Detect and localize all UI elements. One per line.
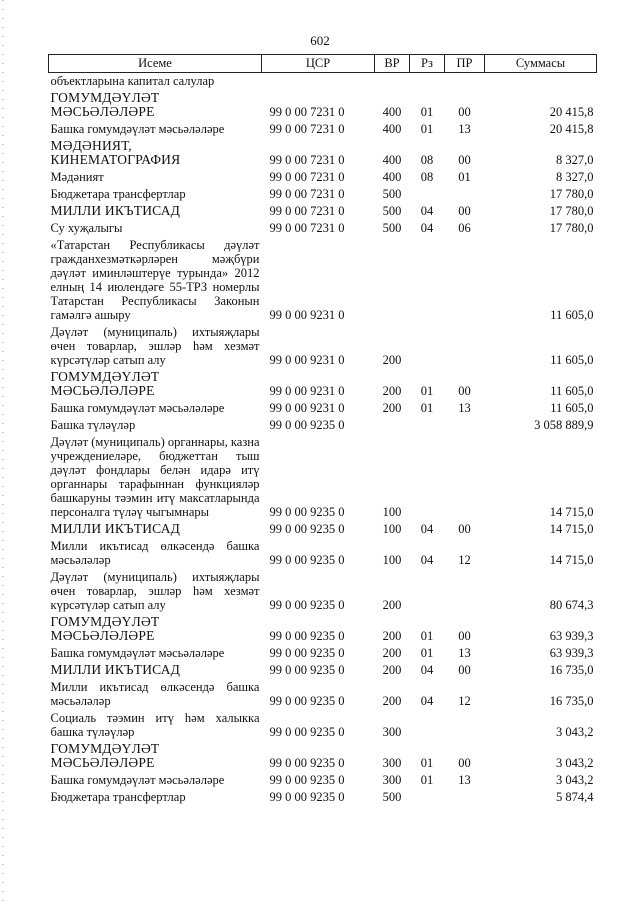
cell-name: Социаль тәэмин итү һәм халыкка башка түләүләр [50, 711, 260, 739]
cell-csr: 99 0 00 9235 0 [269, 694, 345, 708]
cell-pr: 00 [458, 663, 471, 677]
cell-name: Су хуҗалыгы [50, 221, 123, 235]
cell-pr: 06 [458, 221, 471, 235]
table-row [49, 203, 597, 220]
cell-rz: 01 [420, 646, 434, 660]
cell-rz: 08 [420, 153, 434, 167]
cell-name: Башка гомумдәүләт мәсьәләләре [50, 646, 225, 660]
cell-vr: 200 [382, 598, 402, 612]
cell-pr: 13 [458, 646, 471, 660]
cell-sum: 20 415,8 [549, 122, 594, 136]
cell-sum: 8 327,0 [556, 170, 594, 184]
cell-csr: 99 0 00 9235 0 [269, 553, 345, 567]
cell-rz: 01 [420, 773, 434, 787]
cell-pr [445, 569, 485, 614]
cell-name: Башка түләүләр [50, 418, 136, 432]
cell-sum: 8 327,0 [556, 153, 594, 167]
cell-name: МИЛЛИ ИКЪТИСАД [50, 203, 181, 218]
table-row [49, 237, 597, 324]
cell-name: МИЛЛИ ИКЪТИСАД [50, 662, 181, 677]
table-row [49, 662, 597, 679]
cell-sum: 17 780,0 [549, 221, 594, 235]
cell-pr: 00 [458, 384, 471, 398]
cell-rz: 01 [420, 401, 434, 415]
table-row [49, 741, 597, 772]
cell-name: Бюджетара трансфертлар [50, 790, 186, 804]
cell-csr: 99 0 00 9235 0 [269, 663, 345, 677]
cell-vr: 100 [382, 505, 402, 519]
cell-rz [410, 710, 445, 741]
cell-rz [410, 417, 445, 434]
table-row [49, 614, 597, 645]
table-row [49, 538, 597, 569]
cell-sum: 5 874,4 [556, 790, 594, 804]
cell-vr: 200 [382, 353, 402, 367]
cell-name: Башка гомумдәүләт мәсьәләләре [50, 773, 225, 787]
cell-rz: 01 [420, 122, 434, 136]
cell-csr: 99 0 00 7231 0 [269, 204, 345, 218]
cell-rz [410, 186, 445, 203]
cell-vr: 200 [382, 384, 402, 398]
cell-sum: 14 715,0 [549, 505, 594, 519]
cell-vr: 300 [382, 725, 402, 739]
cell-sum: 16 735,0 [549, 663, 594, 677]
table-row [49, 90, 597, 121]
header-vr: ВР [375, 55, 410, 73]
cell-rz: 01 [420, 384, 434, 398]
cell-vr: 100 [382, 522, 402, 536]
table-row [49, 169, 597, 186]
budget-table [48, 54, 597, 806]
cell-pr: 01 [458, 170, 471, 184]
table-row [49, 417, 597, 434]
table-row [49, 220, 597, 237]
cell-sum: 3 043,2 [556, 773, 594, 787]
cell-sum: 80 674,3 [549, 598, 594, 612]
table-row [49, 121, 597, 138]
cell-pr [445, 789, 485, 806]
cell-vr [375, 73, 410, 91]
cell-name: Дәүләт (муниципаль) органнары, казна учреждениеләре, бюджеттан тыш дәүләт фондлары белән идарә итү органнары тарафыннан функцияләр башкаруны тәэмин итү максатларында персоналга түләү чыгымнары [50, 435, 260, 519]
table-header-row [49, 55, 597, 73]
cell-csr: 99 0 00 7231 0 [269, 170, 345, 184]
table-row [49, 138, 597, 169]
cell-csr: 99 0 00 9235 0 [269, 756, 345, 770]
cell-name: Дәүләт (муниципаль) ихтыяҗлары өчен товарлар, эшләр һәм хезмәт күрсәтүләр сатып алу [50, 570, 260, 612]
cell-sum: 11 605,0 [550, 308, 594, 322]
cell-sum: 3 043,2 [556, 756, 594, 770]
cell-vr: 300 [382, 756, 402, 770]
table-row [49, 710, 597, 741]
cell-name: Милли икътисад өлкәсендә башка мәсьәләләр [50, 680, 260, 708]
cell-csr: 99 0 00 9231 0 [269, 401, 345, 415]
cell-rz [410, 789, 445, 806]
cell-vr: 100 [382, 553, 402, 567]
cell-pr: 00 [458, 756, 471, 770]
cell-csr: 99 0 00 7231 0 [269, 187, 345, 201]
cell-sum: 14 715,0 [549, 522, 594, 536]
cell-vr: 200 [382, 663, 402, 677]
cell-vr: 400 [382, 105, 402, 119]
cell-csr: 99 0 00 9235 0 [269, 773, 345, 787]
cell-csr: 99 0 00 9231 0 [269, 308, 345, 322]
cell-name: Бюджетара трансфертлар [50, 187, 186, 201]
table-row [49, 186, 597, 203]
cell-rz: 01 [420, 105, 434, 119]
cell-csr: 99 0 00 9235 0 [269, 598, 345, 612]
cell-csr: 99 0 00 9235 0 [269, 418, 345, 432]
cell-sum: 14 715,0 [549, 553, 594, 567]
table-body [49, 73, 597, 807]
cell-name: Дәүләт (муниципаль) ихтыяҗлары өчен товарлар, эшләр һәм хезмәт күрсәтүләр сатып алу [50, 325, 260, 367]
cell-pr [445, 434, 485, 521]
scan-edge-dots [2, 0, 4, 905]
cell-pr [445, 710, 485, 741]
cell-rz: 04 [420, 221, 434, 235]
cell-sum: 16 735,0 [549, 694, 594, 708]
cell-rz: 04 [420, 663, 434, 677]
cell-sum: 3 043,2 [556, 725, 594, 739]
cell-sum: 3 058 889,9 [534, 418, 594, 432]
cell-csr: 99 0 00 9235 0 [269, 629, 345, 643]
cell-pr [445, 417, 485, 434]
cell-sum: 17 780,0 [549, 204, 594, 218]
cell-pr [445, 186, 485, 203]
table-row [49, 679, 597, 710]
cell-sum: 11 605,0 [550, 384, 594, 398]
cell-rz: 04 [420, 553, 434, 567]
cell-sum: 17 780,0 [549, 187, 594, 201]
cell-sum [485, 73, 597, 91]
cell-sum: 63 939,3 [549, 646, 594, 660]
cell-vr: 500 [382, 221, 402, 235]
cell-csr: 99 0 00 9235 0 [269, 646, 345, 660]
cell-name: Милли икътисад өлкәсендә башка мәсьәләләр [50, 539, 260, 567]
table-row [49, 73, 597, 91]
cell-csr: 99 0 00 7231 0 [269, 122, 345, 136]
table-row [49, 569, 597, 614]
cell-name: «Татарстан Республикасы дәүләт гражданхезмәткәрләрен мәҗбүри дәүләт иминләштерүе турында» 2012 елның 14 июлендәге 55-ТРЗ номерлы Татарстан Республикасы Законын гамәлгә ашыру [50, 238, 260, 322]
cell-rz: 01 [420, 629, 434, 643]
cell-vr: 200 [382, 694, 402, 708]
cell-vr: 200 [382, 629, 402, 643]
cell-pr: 00 [458, 522, 471, 536]
cell-name: Мәдәният [50, 170, 104, 184]
header-name: Исеме [49, 55, 262, 73]
cell-rz [410, 569, 445, 614]
cell-vr: 300 [382, 773, 402, 787]
cell-name: ГОМУМДӘҮЛӘТ МӘСЬӘЛӘЛӘРЕ [50, 90, 160, 119]
cell-name: ГОМУМДӘҮЛӘТ МӘСЬӘЛӘЛӘРЕ [50, 741, 160, 770]
table-row [49, 521, 597, 538]
cell-vr: 400 [382, 122, 402, 136]
cell-vr: 400 [382, 170, 402, 184]
cell-sum: 11 605,0 [550, 401, 594, 415]
table-row [49, 434, 597, 521]
table-row [49, 324, 597, 369]
cell-rz: 04 [420, 694, 434, 708]
cell-name: МӘДӘНИЯТ, КИНЕМАТОГРАФИЯ [50, 138, 181, 167]
header-pr: ПР [445, 55, 485, 73]
cell-vr [375, 237, 410, 324]
cell-csr: 99 0 00 9235 0 [269, 505, 345, 519]
cell-vr: 500 [382, 790, 402, 804]
cell-rz [410, 237, 445, 324]
cell-pr: 00 [458, 204, 471, 218]
cell-pr: 12 [458, 694, 471, 708]
cell-vr: 500 [382, 187, 402, 201]
cell-name: ГОМУМДӘҮЛӘТ МӘСЬӘЛӘЛӘРЕ [50, 369, 160, 398]
cell-rz: 04 [420, 522, 434, 536]
cell-rz: 04 [420, 204, 434, 218]
cell-csr: 99 0 00 9231 0 [269, 353, 345, 367]
table-row [49, 772, 597, 789]
cell-rz: 01 [420, 756, 434, 770]
cell-pr: 12 [458, 553, 471, 567]
cell-pr [445, 73, 485, 91]
cell-csr [262, 73, 375, 91]
cell-name: Башка гомумдәүләт мәсьәләләре [50, 401, 225, 415]
table-row [49, 645, 597, 662]
cell-csr: 99 0 00 9235 0 [269, 725, 345, 739]
cell-csr: 99 0 00 7231 0 [269, 153, 345, 167]
cell-vr: 200 [382, 646, 402, 660]
cell-sum: 63 939,3 [549, 629, 594, 643]
cell-vr [375, 417, 410, 434]
cell-pr: 00 [458, 629, 471, 643]
page-number: 602 [310, 33, 330, 48]
cell-csr: 99 0 00 9235 0 [269, 522, 345, 536]
cell-pr: 13 [458, 773, 471, 787]
cell-csr: 99 0 00 9235 0 [269, 790, 345, 804]
cell-csr: 99 0 00 7231 0 [269, 105, 345, 119]
cell-rz [410, 324, 445, 369]
table-row [49, 369, 597, 400]
cell-rz [410, 73, 445, 91]
header-csr: ЦСР [262, 55, 375, 73]
cell-name: ГОМУМДӘҮЛӘТ МӘСЬӘЛӘЛӘРЕ [50, 614, 160, 643]
cell-pr: 00 [458, 153, 471, 167]
cell-name: МИЛЛИ ИКЪТИСАД [50, 521, 181, 536]
cell-csr: 99 0 00 9231 0 [269, 384, 345, 398]
cell-sum: 11 605,0 [550, 353, 594, 367]
header-rz: Рз [410, 55, 445, 73]
cell-pr: 00 [458, 105, 471, 119]
header-sum: Суммасы [485, 55, 597, 73]
cell-pr [445, 324, 485, 369]
cell-rz: 08 [420, 170, 434, 184]
cell-pr: 13 [458, 122, 471, 136]
cell-sum: 20 415,8 [549, 105, 594, 119]
cell-pr: 13 [458, 401, 471, 415]
table-row [49, 400, 597, 417]
cell-name: объектларына капитал салулар [50, 74, 215, 88]
cell-rz [410, 434, 445, 521]
cell-name: Башка гомумдәүләт мәсьәләләре [50, 122, 225, 136]
cell-vr: 200 [382, 401, 402, 415]
cell-vr: 400 [382, 153, 402, 167]
cell-vr: 500 [382, 204, 402, 218]
table-row [49, 789, 597, 806]
cell-csr: 99 0 00 7231 0 [269, 221, 345, 235]
cell-pr [445, 237, 485, 324]
